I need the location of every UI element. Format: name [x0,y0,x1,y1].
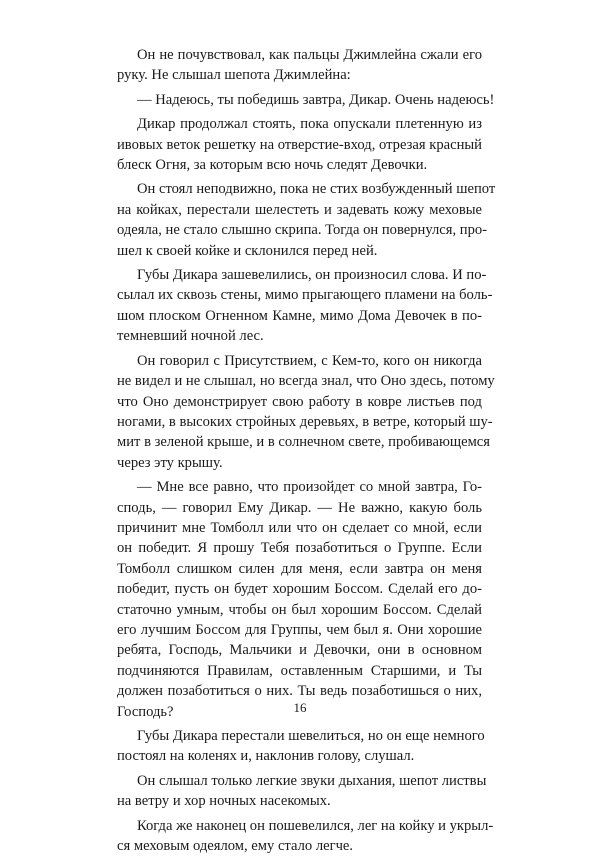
text-line: постоял на коленях и, наклонив голову, слушал. [117,748,415,765]
text-line: ся меховым одеялом, ему стало легче. [117,838,354,855]
text-line: Господь? [117,703,174,720]
text-line: Губы Дикара зашевелились, он произносил слова. И по- [137,267,487,284]
text-line: руку. Не слышал шепота Джимлейна: [117,67,351,84]
text-line: Томболл слишком силен для меня, если завтра он меня [117,560,482,577]
paragraph [117,45,482,86]
paragraph [117,477,482,722]
text-line: блеск Огня, за которым всю ночь следят Девочки. [117,157,428,174]
text-line: ребята, Господь, Мальчики и Девочки, они в основном [117,642,482,659]
text-line: сподь, — говорил Ему Дикар. — Не важно, какую боль [117,499,482,516]
text-line: победит, пусть он будет хорошим Боссом. Сделай его до- [117,581,482,598]
text-line: сылал их сквозь стены, мимо прыгающего пламени на боль- [117,287,493,304]
page-number: 16 [293,700,307,715]
text-line: Он слышал только легкие звуки дыхания, шепот листвы [137,772,487,789]
paragraph [117,351,495,473]
text-line: что Оно демонстрирует свою работу в ковре листьев под [117,393,482,410]
text-line: он победит. Я прошу Тебя позаботиться о Группе. Если [117,540,482,557]
text-line: через эту крышу. [117,454,223,471]
text-line: должен позаботиться о них. Ты ведь позаботишься о них, [117,683,482,700]
paragraph [117,771,487,812]
text-line: подчиняются Правилам, оставленным Старшими, и Ты [117,662,482,679]
paragraph [117,816,494,857]
text-line: Он не почувствовал, как пальцы Джимлейна сжали его [137,47,482,63]
text-line: Когда же наконец он пошевелился, лег на койку и укрыл- [137,817,494,834]
text-line: статочно умным, чтобы он был хорошим Боссом. Сделай [117,601,482,618]
text-line: — Надеюсь, ты победишь завтра, Дикар. Очень надеюсь! [137,91,495,108]
text-line: Дикар продолжал стоять, пока опускали плетенную из [137,116,482,133]
text-line: на койках, перестали шелестеть и задевать кожу меховые [117,201,482,218]
paragraph [117,265,493,347]
text-line: его лучшим Боссом для Группы, чем был я. Они хорошие [117,621,482,638]
text-line: — Мне все равно, что произойдет со мной завтра, Го- [137,479,482,496]
paragraph [117,179,496,261]
text-line: ногами, в высоких стройных деревьях, в ветре, который шу- [117,413,493,430]
paragraph [117,114,482,175]
text-line: не видел и не слышал, но всегда знал, что Оно здесь, потому [117,373,495,390]
text-line: ивовых веток решетку на отверстие-вход, отрезая красный [117,136,482,153]
text-line: причинит мне Томболл или что он сделает со мной, если [117,519,482,536]
text-line: шел к своей койке и склонился перед ней. [117,242,378,259]
body-text [117,45,496,860]
text-line: одеяла, не стало слышно скрипа. Тогда он повернулся, про- [117,222,488,239]
text-line: Губы Дикара перестали шевелиться, но он еще немного [137,728,485,744]
paragraph [117,90,495,110]
text-line: темневший ночной лес. [117,328,264,345]
text-line: Он стоял неподвижно, пока не стих возбужденный шепот [137,181,496,198]
text-line: Он говорил с Присутствием, с Кем-то, кого он никогда [137,352,482,369]
text-line: на ветру и хор ночных насекомых. [117,793,331,810]
text-line: шом плоском Огненном Камне, мимо Дома Девочек в по- [117,307,482,324]
paragraph [117,726,485,767]
text-line: мит в зеленой крыше, и в солнечном свете, пробивающемся [117,434,490,451]
